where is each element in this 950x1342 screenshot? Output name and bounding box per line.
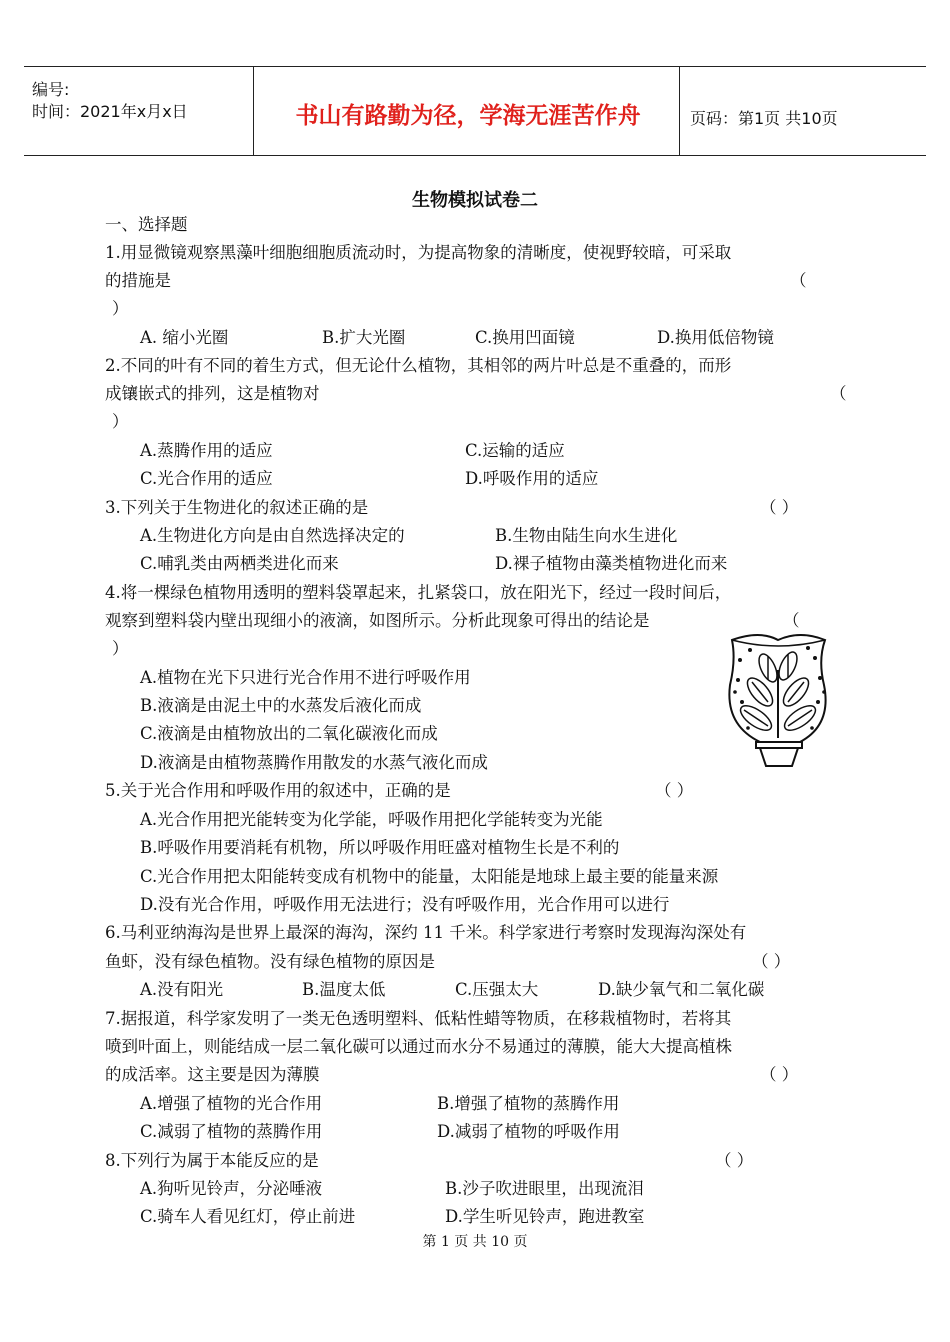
option-c: C.液滴是由植物放出的二氧化碳液化而成 [140,724,438,743]
answer-paren: （ ） [752,952,791,971]
option-d: D.没有光合作用，呼吸作用无法进行；没有呼吸作用，光合作用可以进行 [140,895,670,914]
option-b: B.生物由陆生向水生进化 [495,526,678,545]
option-a: A.狗听见铃声，分泌唾液 [140,1179,323,1198]
answer-paren-open: （ [830,384,847,403]
option-c: C.光合作用的适应 [140,469,273,488]
question-4-line-2: 观察到塑料袋内壁出现细小的液滴，如图所示。分析此现象可得出的结论是 [105,611,650,630]
answer-paren: （ ） [715,1151,754,1170]
option-c: C.光合作用把太阳能转变成有机物中的能量，太阳能是地球上最主要的能量来源 [140,867,719,886]
option-b: B.沙子吹进眼里，出现流泪 [445,1179,644,1198]
option-c: C.减弱了植物的蒸腾作用 [140,1122,323,1141]
answer-paren: （ ） [655,781,694,800]
question-2-line-1: 2.不同的叶有不同的着生方式，但无论什么植物，其相邻的两片叶总是不重叠的，而形 [105,356,732,375]
option-d: D.减弱了植物的呼吸作用 [437,1122,620,1141]
time-label: 时间：2021年x月x日 [32,102,188,121]
header-divider [253,67,254,155]
option-b: B.扩大光圈 [322,328,406,347]
option-a: A.增强了植物的光合作用 [140,1094,323,1113]
answer-paren-close: ） [112,639,129,658]
option-c: C.骑车人看见红灯，停止前进 [140,1207,356,1226]
option-c: C.压强太大 [455,980,539,999]
question-6-line-2: 鱼虾，没有绿色植物。没有绿色植物的原因是 [105,952,435,971]
option-a: A. 缩小光圈 [140,328,229,347]
answer-paren-open: （ [783,611,800,630]
code-label: 编号: [32,80,70,99]
question-7-line-1: 7.据报道，科学家发明了一类无色透明塑料、低粘性蜡等物质，在移栽植物时，若将其 [105,1009,732,1028]
section-heading: 一、选择题 [105,215,188,234]
option-a: A.植物在光下只进行光合作用不进行呼吸作用 [140,668,471,687]
option-a: A.蒸腾作用的适应 [140,441,273,460]
option-d: D.液滴是由植物蒸腾作用散发的水蒸气液化而成 [140,753,488,772]
page-footer: 第 1 页 共 10 页 [422,1234,528,1250]
option-c: C.换用凹面镜 [475,328,575,347]
option-b: B.增强了植物的蒸腾作用 [437,1094,620,1113]
option-a: A.光合作用把光能转变为化学能，呼吸作用把化学能转变为光能 [140,810,603,829]
question-1-line-2: 的措施是 [105,271,171,290]
header-left-info [32,79,188,123]
answer-paren-open: （ [790,271,807,290]
plant-in-bag-figure [720,630,835,774]
question-1-line-1: 1.用显微镜观察黑藻叶细胞细胞质流动时，为提高物象的清晰度，使视野较暗，可采取 [105,243,732,262]
option-d: D.换用低倍物镜 [657,328,774,347]
option-b: C.运输的适应 [465,441,565,460]
exam-title: 生物模拟试卷二 [412,190,538,211]
option-a: A.生物进化方向是由自然选择决定的 [140,526,405,545]
question-5-line-1: 5.关于光合作用和呼吸作用的叙述中，正确的是 [105,781,451,800]
option-b: B.温度太低 [302,980,386,999]
option-d: D.学生听见铃声，跑进教室 [445,1207,645,1226]
question-6-line-1: 6.马利亚纳海沟是世界上最深的海沟，深约 11 千米。科学家进行考察时发现海沟深处有 [105,923,747,942]
question-8-line-1: 8.下列行为属于本能反应的是 [105,1151,319,1170]
answer-paren: （ ） [760,498,799,517]
option-d: D.呼吸作用的适应 [465,469,599,488]
document-header [24,66,926,156]
option-c: C.哺乳类由两栖类进化而来 [140,554,339,573]
question-2-line-2: 成镶嵌式的排列，这是植物对 [105,384,320,403]
option-b: B.呼吸作用要消耗有机物，所以呼吸作用旺盛对植物生长是不利的 [140,838,620,857]
question-4-line-1: 4.将一棵绿色植物用透明的塑料袋罩起来，扎紧袋口，放在阳光下，经过一段时间后， [105,583,732,602]
question-7-line-3: 的成活率。这主要是因为薄膜 [105,1065,320,1084]
plant-bag-illustration [720,630,835,770]
header-page-info: 页码：第1页 共10页 [690,109,838,128]
answer-paren: （ ） [760,1065,799,1084]
option-b: B.液滴是由泥土中的水蒸发后液化而成 [140,696,422,715]
option-a: A.没有阳光 [140,980,224,999]
option-d: D.裸子植物由藻类植物进化而来 [495,554,728,573]
option-d: D.缺少氧气和二氧化碳 [598,980,765,999]
header-motto: 书山有路勤为径，学海无涯苦作舟 [295,103,641,129]
question-3-line-1: 3.下列关于生物进化的叙述正确的是 [105,498,369,517]
answer-paren-close: ） [112,412,129,431]
answer-paren-close: ） [112,299,129,318]
question-7-line-2: 喷到叶面上，则能结成一层二氧化碳可以通过而水分不易通过的薄膜，能大大提高植株 [105,1037,732,1056]
